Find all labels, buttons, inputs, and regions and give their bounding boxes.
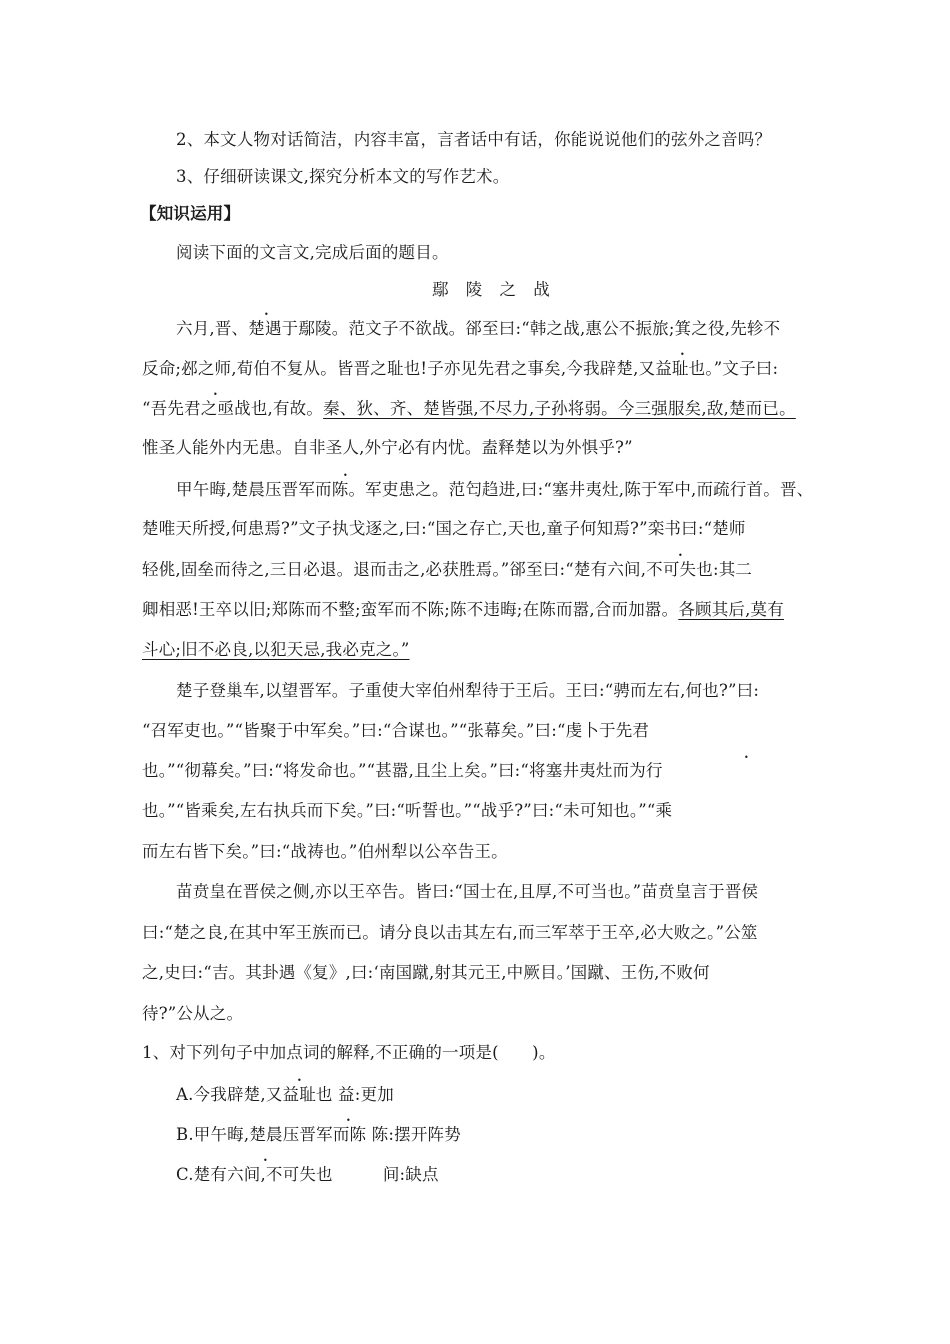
passage-line: 反命;邲之师,荀伯不复从。皆晋之耻也!子亦见先君之事矣,今我辟楚,又益耻也。”文子曰: [142, 359, 779, 378]
emphasis-dot-icon: • [264, 310, 269, 319]
passage-line: 而左右皆下矣。”曰:“战祷也。”伯州犁以公卒告王。 [142, 842, 508, 861]
passage-line: 楚子登巢车,以望晋军。子重使大宰伯州犁待于王后。王曰:“骋而左右,何也?”曰: [176, 681, 760, 700]
emphasis-dot-icon: • [297, 1076, 302, 1085]
question-3: 3、仔细研读课文,探究分析本文的写作艺术。 [176, 167, 510, 186]
passage-line [142, 398, 796, 420]
underlined-sentence: 各顾其后,莫有 [678, 600, 784, 619]
passage-line: 也。”“皆乘矣,左右执兵而下矣。”曰:“听誓也。”“战乎?”曰:“未可知也。”“乘 [142, 801, 673, 820]
passage-line: “召军吏也。”“皆聚于中军矣。”曰:“合谋也。”“张幕矣。”曰:“虔卜于先君 [142, 721, 650, 740]
passage-line: 楚唯天所授,何患焉?”文子执戈逐之,曰:“国之存亡,天也,童子何知焉?”栾书曰:“楚师 [142, 519, 746, 538]
passage-line: 惟圣人能外内无患。自非圣人,外宁必有内忧。盍释楚以为外惧乎?” [142, 438, 633, 457]
passage-line: 六月,晋、楚遇于鄢陵。范文子不欲战。郤至曰:“韩之战,惠公不振旅;箕之役,先轸不 [176, 319, 781, 338]
passage-line: 待?”公从之。 [142, 1004, 244, 1023]
passage-line: 苗贲皇在晋侯之侧,亦以王卒告。皆曰:“国士在,且厚,不可当也。”苗贲皇言于晋侯 [176, 882, 759, 901]
underlined-sentence: 斗心;旧不必良,以犯天忌,我必克之。” [142, 640, 410, 659]
passage-text: “吾先君之亟战也,有故。 [142, 399, 324, 418]
emphasis-dot-icon: • [346, 1116, 351, 1125]
passage-line: 也。”“彻幕矣。”曰:“将发命也。”“甚嚣,且尘上矣。”曰:“将塞井夷灶而为行 [142, 761, 663, 780]
passage-title: 鄢 陵 之 战 [432, 280, 556, 299]
option-b: B.甲午晦,楚晨压晋军而陈 陈:摆开阵势 [176, 1125, 461, 1144]
emphasis-dot-icon: • [213, 390, 218, 399]
option-c: C.楚有六间,不可失也 间:缺点 [176, 1165, 439, 1184]
passage-line: 轻佻,固垒而待之,三日必退。退而击之,必获胜焉。”郤至曰:“楚有六间,不可失也:其二 [142, 560, 753, 579]
underlined-sentence: 秦、狄、齐、楚皆强,不尽力,子孙将弱。今三强服矣,敌,楚而已。 [323, 399, 796, 418]
passage-line [142, 599, 784, 621]
exercise-question-1: 1、对下列句子中加点词的解释,不正确的一项是( )。 [142, 1043, 556, 1062]
option-a: A.今我辟楚,又益耻也 益:更加 [176, 1085, 394, 1104]
passage-line: 曰:“楚之良,在其中军王族而已。请分良以击其左右,而三军萃于王卒,必大败之。”公筮 [142, 923, 758, 942]
emphasis-dot-icon: • [680, 350, 685, 359]
section-heading: 【知识运用】 [140, 204, 241, 223]
passage-line: 甲午晦,楚晨压晋军而陈。军吏患之。范匄趋进,曰:“塞井夷灶,陈于军中,而疏行首。晋、 [176, 480, 814, 499]
reading-instruction: 阅读下面的文言文,完成后面的题目。 [176, 243, 449, 262]
passage-line: 之,史曰:“吉。其卦遇《复》,曰:‘南国蹴,射其元王,中厥目。’国蹴、王伤,不败何 [142, 963, 710, 982]
question-2: 2、本文人物对话简洁，内容丰富，言者话中有话，你能说说他们的弦外之音吗？ [176, 130, 772, 149]
emphasis-dot-icon: • [678, 551, 683, 560]
emphasis-dot-icon: • [263, 1156, 268, 1165]
emphasis-dot-icon: • [343, 471, 348, 480]
passage-text: 卿相恶!王卒以旧;郑陈而不整;蛮军而不陈;陈不违晦;在陈而嚣,合而加嚣。 [142, 600, 679, 619]
emphasis-dot-icon: • [744, 753, 749, 762]
